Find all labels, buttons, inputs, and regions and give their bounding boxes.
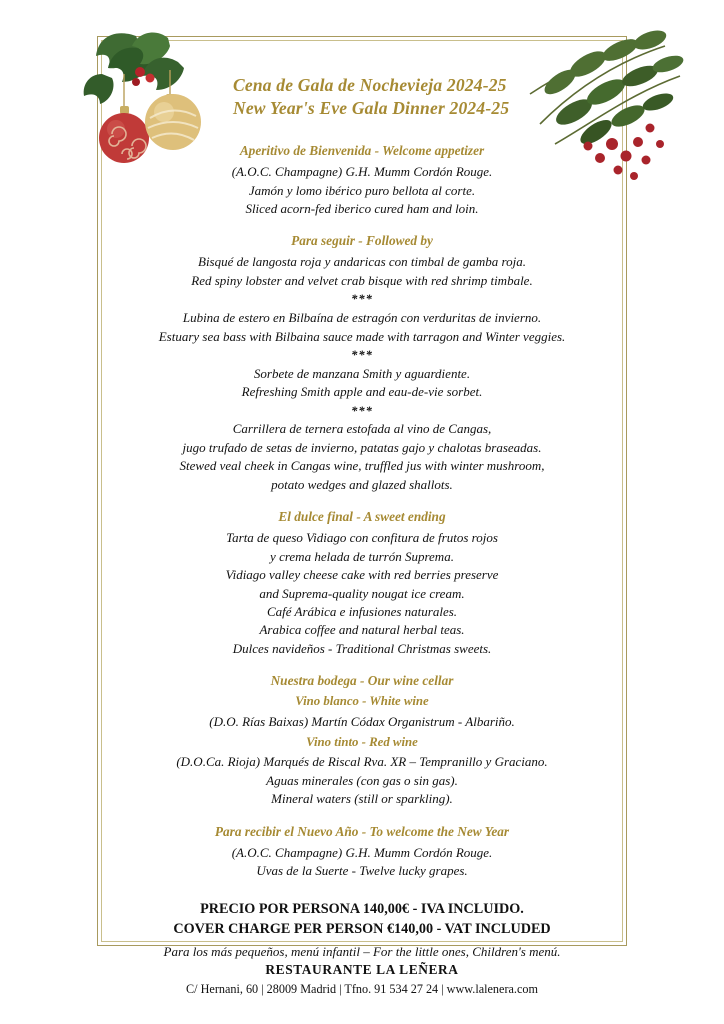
menu-line: potato wedges and glazed shallots. bbox=[271, 476, 453, 492]
subsection-heading: Vino blanco - White wine bbox=[295, 694, 429, 709]
menu-line: Sliced acorn-fed iberico cured ham and loin. bbox=[245, 201, 479, 217]
section-heading: Nuestra bodega - Our wine cellar bbox=[270, 673, 454, 689]
menu-section-main-courses bbox=[123, 232, 601, 494]
menu-section-new-year bbox=[123, 823, 601, 881]
menu-title bbox=[123, 74, 601, 120]
price-en: COVER CHARGE PER PERSON €140,00 - VAT INCLUDED bbox=[173, 921, 551, 938]
section-heading: Para recibir el Nuevo Año - To welcome the New Year bbox=[214, 823, 510, 839]
menu-line: and Suprema-quality nougat ice cream. bbox=[259, 585, 465, 601]
subsection-heading: Vino tinto - Red wine bbox=[306, 734, 418, 749]
menu-title-en: New Year's Eve Gala Dinner 2024-25 bbox=[233, 98, 510, 119]
menu-content bbox=[97, 36, 627, 960]
menu-line: Mineral waters (still or sparkling). bbox=[271, 791, 453, 807]
restaurant-address: C/ Hernani, 60 | 28009 Madrid | Tfno. 91 534 27 24 | www.lalenera.com bbox=[186, 982, 538, 997]
menu-line: Dulces navideños - Traditional Christmas sweets. bbox=[232, 640, 492, 656]
menu-line: Café Arábica e infusiones naturales. bbox=[266, 603, 458, 619]
menu-section-dessert bbox=[123, 508, 601, 658]
menu-line: Tarta de queso Vidiago con confitura de frutos rojos bbox=[226, 530, 498, 546]
menu-section-appetizer bbox=[123, 142, 601, 218]
price-note: Para los más pequeños, menú infantil – For the little ones, Children's menú. bbox=[163, 944, 561, 960]
menu-line: Jamón y lomo ibérico puro bellota al corte. bbox=[248, 182, 476, 198]
menu-section-wine-cellar bbox=[123, 672, 601, 808]
price-es: PRECIO POR PERSONA 140,00€ - IVA INCLUIDO. bbox=[200, 901, 524, 918]
menu-line: Carrillera de ternera estofada al vino de Cangas, bbox=[232, 421, 492, 437]
menu-separator: *** bbox=[351, 347, 373, 362]
menu-separator: *** bbox=[351, 292, 373, 307]
menu-line: Bisqué de langosta roja y andaricas con timbal de gamba roja. bbox=[198, 254, 526, 270]
menu-line: Stewed veal cheek in Cangas wine, truffled jus with winter mushroom, bbox=[179, 458, 545, 474]
menu-line: (D.O.Ca. Rioja) Marqués de Riscal Rva. XR – Tempranillo y Graciano. bbox=[176, 754, 548, 770]
menu-line: Refreshing Smith apple and eau-de-vie sorbet. bbox=[241, 384, 483, 400]
menu-line: Lubina de estero en Bilbaína de estragón con verduritas de invierno. bbox=[182, 310, 542, 326]
section-heading: El dulce final - A sweet ending bbox=[278, 509, 446, 525]
section-heading: Aperitivo de Bienvenida - Welcome appetizer bbox=[239, 143, 485, 159]
menu-separator: *** bbox=[351, 403, 373, 418]
price-block bbox=[123, 900, 601, 961]
menu-line: jugo trufado de setas de invierno, patatas gajo y chalotas braseadas. bbox=[182, 439, 542, 455]
menu-title-es: Cena de Gala de Nochevieja 2024-25 bbox=[233, 75, 507, 95]
menu-line: (A.O.C. Champagne) G.H. Mumm Cordón Rouge. bbox=[231, 844, 493, 860]
menu-line: Uvas de la Suerte - Twelve lucky grapes. bbox=[256, 862, 468, 878]
restaurant-name: RESTAURANTE LA LEÑERA bbox=[265, 962, 459, 977]
menu-line: (A.O.C. Champagne) G.H. Mumm Cordón Rouge. bbox=[231, 164, 493, 180]
menu-line: Arabica coffee and natural herbal teas. bbox=[259, 622, 465, 638]
menu-line: Vidiago valley cheese cake with red berries preserve bbox=[225, 567, 499, 583]
menu-line: Aguas minerales (con gas o sin gas). bbox=[266, 772, 458, 788]
footer bbox=[0, 960, 724, 998]
menu-line: Red spiny lobster and velvet crab bisque with red shrimp timbale. bbox=[191, 272, 533, 288]
menu-line: (D.O. Rías Baixas) Martín Códax Organistrum - Albariño. bbox=[209, 713, 515, 729]
menu-line: Estuary sea bass with Bilbaina sauce made with tarragon and Winter veggies. bbox=[158, 328, 566, 344]
menu-line: y crema helada de turrón Suprema. bbox=[270, 548, 454, 564]
section-heading: Para seguir - Followed by bbox=[291, 233, 433, 249]
menu-line: Sorbete de manzana Smith y aguardiente. bbox=[253, 365, 471, 381]
